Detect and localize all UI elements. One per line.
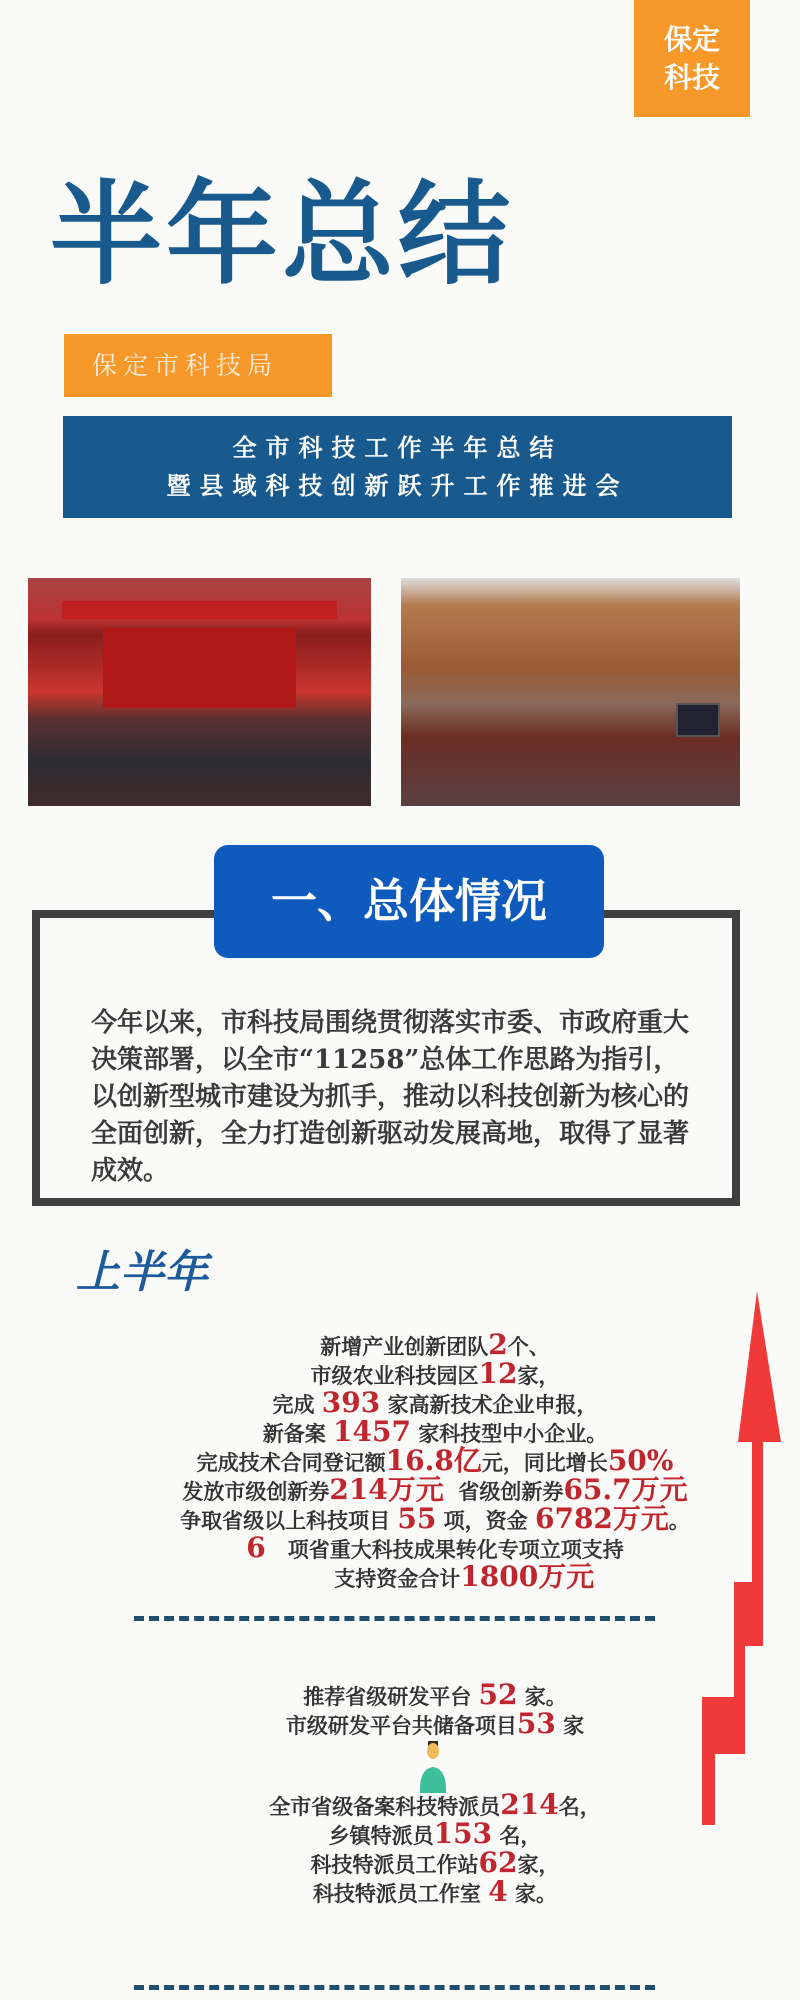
stat-line bbox=[100, 1504, 770, 1533]
stat-text: 家。 bbox=[517, 1684, 567, 1709]
stat-line bbox=[100, 1848, 770, 1877]
stat-line bbox=[100, 1709, 770, 1738]
stat-text: 名， bbox=[492, 1823, 542, 1848]
stat-text: 科技特派员工作站 bbox=[310, 1852, 479, 1877]
stat-line bbox=[100, 1680, 770, 1709]
stat-text: 完成技术合同登记额 bbox=[196, 1450, 386, 1475]
badge-line1: 保定 bbox=[663, 22, 720, 56]
meeting-title-line1: 全市科技工作半年总结 bbox=[232, 433, 563, 462]
organization-label: 保定市科技局 bbox=[64, 334, 332, 397]
stat-text: 家科技型中小企业。 bbox=[410, 1421, 608, 1446]
stat-number: 62 bbox=[478, 1846, 518, 1879]
stat-text: 家。 bbox=[507, 1881, 558, 1906]
stat-number: 1800万元 bbox=[460, 1560, 595, 1593]
stat-text: 名， bbox=[558, 1794, 601, 1819]
stat-text: 家 bbox=[555, 1713, 585, 1738]
stage-banner bbox=[62, 601, 336, 619]
stat-text: 完成 bbox=[272, 1392, 322, 1417]
stat-text: 支持资金合计 bbox=[275, 1566, 461, 1591]
stat-text: 发放市级创新券 bbox=[182, 1479, 330, 1504]
arrow-step-1 bbox=[734, 1582, 763, 1646]
stat-text: 项，资金 bbox=[436, 1508, 535, 1533]
stat-line bbox=[100, 1562, 770, 1591]
meeting-photo-branch-venue bbox=[401, 578, 740, 806]
stat-number: 53 bbox=[516, 1707, 556, 1740]
stats-innovation bbox=[100, 1330, 770, 1591]
stat-text: 乡镇特派员 bbox=[328, 1823, 434, 1848]
stat-text: 家高新技术企业申报， bbox=[380, 1392, 598, 1417]
stats-rd-platforms bbox=[100, 1680, 770, 1738]
stat-number: 214万元 bbox=[329, 1473, 444, 1506]
stat-number: 55 bbox=[397, 1502, 437, 1535]
stat-text: 项省重大科技成果转化专项立项支持 bbox=[265, 1537, 624, 1562]
dashed-divider bbox=[134, 1985, 655, 1990]
stat-number: 52 bbox=[478, 1678, 518, 1711]
page-title: 半年总结 bbox=[50, 170, 514, 300]
stat-number: 12 bbox=[478, 1357, 518, 1390]
stat-number: 6 bbox=[246, 1531, 266, 1564]
stat-text: 。 bbox=[668, 1508, 690, 1533]
stat-line bbox=[100, 1819, 770, 1848]
person-icon bbox=[419, 1741, 447, 1793]
stat-text: 家， bbox=[517, 1363, 560, 1388]
stat-text: 元，同比增长 bbox=[481, 1450, 608, 1475]
meeting-banner bbox=[63, 416, 732, 518]
stat-text: 省级创新券 bbox=[443, 1479, 564, 1504]
stat-number: 214 bbox=[500, 1788, 559, 1821]
brand-badge bbox=[634, 0, 750, 117]
stat-number: 50% bbox=[607, 1444, 674, 1477]
stat-line bbox=[100, 1533, 770, 1562]
stat-line bbox=[100, 1446, 770, 1475]
first-half-label: 上半年 bbox=[76, 1247, 208, 1298]
stat-number: 393 bbox=[321, 1386, 381, 1419]
stat-text: 新备案 bbox=[262, 1421, 334, 1446]
stat-number: 16.8亿 bbox=[385, 1444, 482, 1477]
stat-line bbox=[100, 1877, 770, 1906]
stats-tech-commissioners bbox=[100, 1790, 770, 1906]
stat-line bbox=[100, 1359, 770, 1388]
badge-line2: 科技 bbox=[663, 60, 720, 94]
stat-line bbox=[100, 1475, 770, 1504]
stat-line bbox=[100, 1330, 770, 1359]
stat-text: 科技特派员工作室 bbox=[312, 1881, 489, 1906]
meeting-photo-main-hall bbox=[28, 578, 371, 806]
stat-text: 市级研发平台共储备项目 bbox=[285, 1713, 517, 1738]
stat-number: 1457 bbox=[333, 1415, 411, 1448]
stat-text: 市级农业科技园区 bbox=[310, 1363, 479, 1388]
stat-number: 2 bbox=[488, 1328, 508, 1361]
stat-text: 争取省级以上科技项目 bbox=[180, 1508, 398, 1533]
stat-number: 4 bbox=[488, 1875, 508, 1908]
stat-line bbox=[100, 1790, 770, 1819]
stat-text: 家， bbox=[517, 1852, 560, 1877]
dashed-divider bbox=[134, 1616, 655, 1621]
stat-number: 153 bbox=[433, 1817, 493, 1850]
stat-text: 全市省级备案科技特派员 bbox=[269, 1794, 501, 1819]
stat-number: 6782万元 bbox=[534, 1502, 669, 1535]
stat-number: 65.7万元 bbox=[563, 1473, 688, 1506]
stat-text: 个、 bbox=[507, 1334, 550, 1359]
section-heading-overview: 一、总体情况 bbox=[214, 845, 604, 958]
stat-text: 新增产业创新团队 bbox=[320, 1334, 489, 1359]
stat-line bbox=[100, 1388, 770, 1417]
stage-curtain bbox=[103, 628, 295, 708]
meeting-title-line2: 暨县域科技创新跃升工作推进会 bbox=[166, 471, 629, 500]
overview-paragraph: 今年以来，市科技局围绕贯彻落实市委、市政府重大决策部署，以全市“11258”总体工作思路为指引，以创新型城市建设为抓手，推动以科技创新为核心的全面创新，全力打造创新驱动发展高地，取得了显著成效。 bbox=[91, 1008, 690, 1186]
stat-text: 推荐省级研发平台 bbox=[303, 1684, 479, 1709]
stat-line bbox=[100, 1417, 770, 1446]
video-screen bbox=[676, 703, 720, 737]
